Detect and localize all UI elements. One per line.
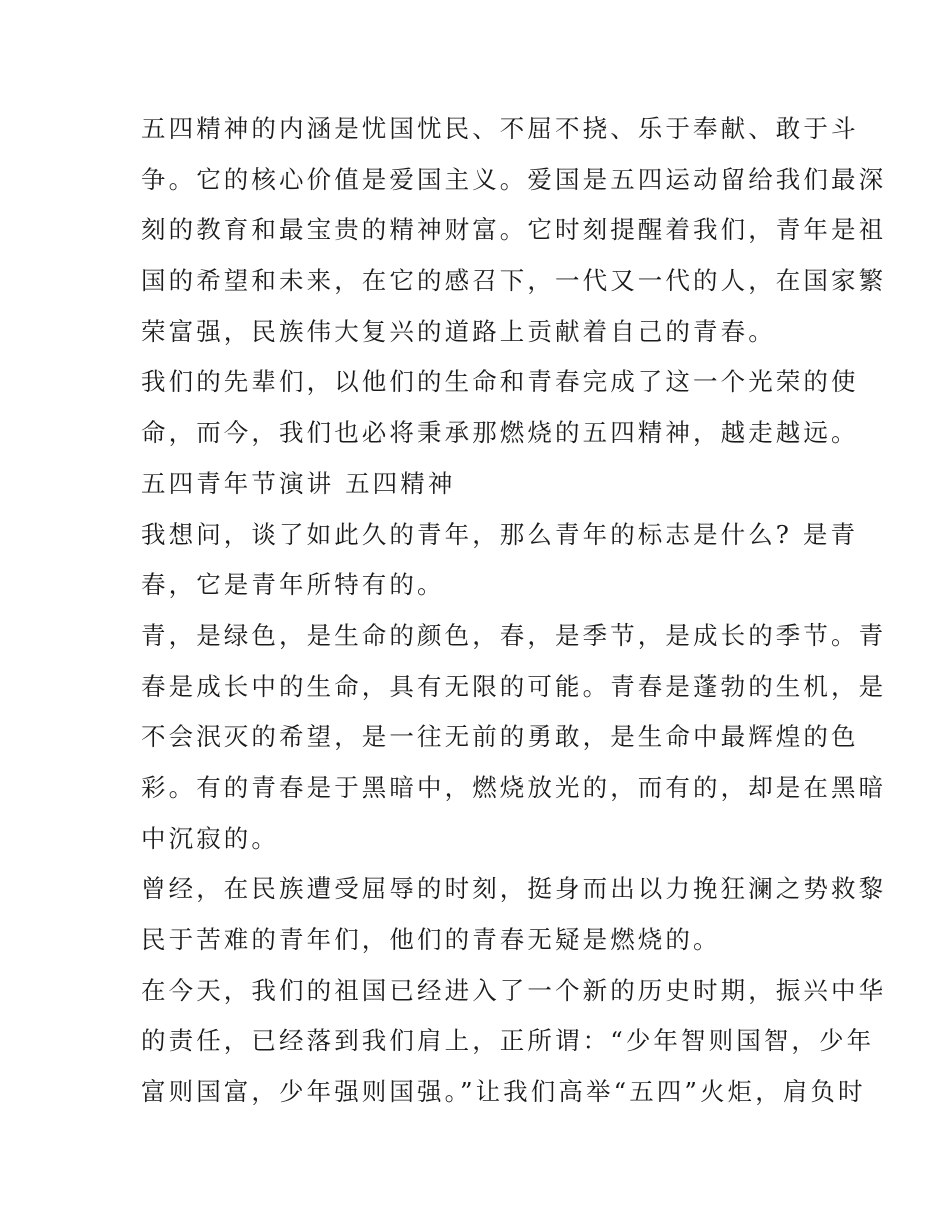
text-line: 春，它是青年所特有的。	[141, 570, 445, 600]
body-text	[141, 104, 887, 1118]
text-line: 我想问，谈了如此久的青年，那么青年的标志是什么? 是青	[141, 519, 859, 549]
text-line: 争。它的核心价值是爱国主义。爱国是五四运动留给我们最深	[141, 164, 887, 194]
text-line: 不会泯灭的希望，是一往无前的勇敢，是生命中最辉煌的色	[141, 722, 859, 752]
text-line: 曾经，在民族遭受屈辱的时刻，挺身而出以力挽狂澜之势救黎	[141, 874, 887, 904]
text-line: 五四精神的内涵是忧国忧民、不屈不挠、乐于奉献、敢于斗	[141, 114, 859, 143]
text-line: 青，是绿色，是生命的颜色，春，是季节，是成长的季节。青	[141, 620, 887, 650]
text-line: 国的希望和未来，在它的感召下，一代又一代的人，在国家繁	[141, 266, 887, 296]
text-line: 富则国富，少年强则国强。”让我们高举“五四”火炬，肩负时	[141, 1077, 866, 1107]
text-line: 命，而今，我们也必将秉承那燃烧的五四精神，越走越远。	[141, 418, 859, 448]
text-line: 我们的先辈们，以他们的生命和青春完成了这一个光荣的使	[141, 367, 859, 397]
text-line: 民于苦难的青年们，他们的青春无疑是燃烧的。	[141, 925, 721, 954]
text-line: 荣富强，民族伟大复兴的道路上贡献着自己的青春。	[141, 316, 776, 346]
text-line: 春是成长中的生命，具有无限的可能。青春是蓬勃的生机，是	[141, 671, 887, 701]
text-line: 中沉寂的。	[141, 823, 279, 853]
text-line: 刻的教育和最宝贵的精神财富。它时刻提醒着我们，青年是祖	[141, 215, 887, 245]
text-line: 彩。有的青春是于黑暗中，燃烧放光的，而有的，却是在黑暗	[141, 772, 887, 802]
section-heading: 五四青年节演讲 五四精神	[141, 468, 456, 498]
text-line: 在今天，我们的祖国已经进入了一个新的历史时期，振兴中华	[141, 975, 887, 1005]
text-line: 的责任，已经落到我们肩上，正所谓：“少年智则国智，少年	[141, 1026, 875, 1056]
